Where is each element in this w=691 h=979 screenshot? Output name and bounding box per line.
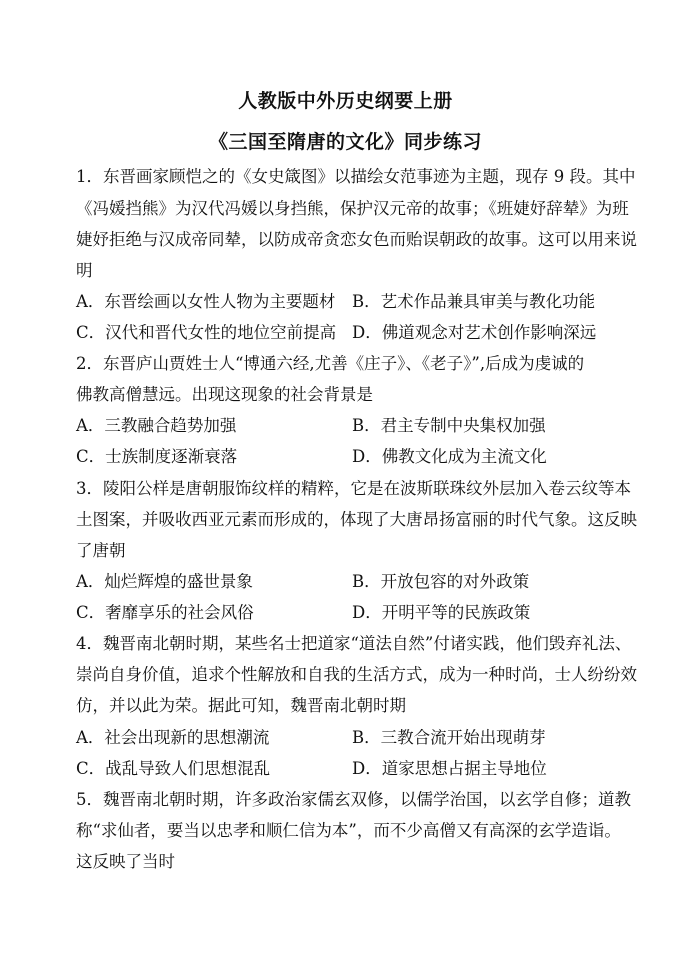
question-5-line-2: 称“求仙者，要当以忠孝和顺仁信为本”，而不少高僧又有高深的玄学造诣。 [76,821,621,840]
document-title: 人教版中外历史纲要上册 [238,90,453,112]
question-3-option-b: B．开放包容的对外政策 [352,572,530,591]
question-1-option-a: A．东晋绘画以女性人物为主要题材 [76,292,336,311]
question-5-line-3: 这反映了当时 [76,852,175,871]
question-1-line-2: 《冯媛挡熊》为汉代冯媛以身挡熊，保护汉元帝的故事；《班婕妤辞辇》为班 [76,199,629,218]
question-1-line-1: 1．东晋画家顾恺之的《女史箴图》以描绘女范事迹为主题，现存 9 段。其中 [76,167,636,186]
question-3-line-3: 了唐朝 [76,541,126,560]
question-2-option-a: A．三教融合趋势加强 [76,416,237,435]
question-4-option-b: B．三教合流开始出现萌芽 [352,728,546,747]
question-4-option-c: C．战乱导致人们思想混乱 [76,759,271,778]
document-subtitle: 《三国至隋唐的文化》同步练习 [208,131,482,153]
question-3-line-2: 土图案，并吸收西亚元素而形成的，体现了大唐昂扬富丽的时代气象。这反映 [76,510,637,529]
question-5-line-1: 5．魏晋南北朝时期，许多政治家儒玄双修，以儒学治国，以玄学自修；道教 [76,790,631,809]
question-3-option-d: D．开明平等的民族政策 [352,603,531,622]
question-4-line-2: 崇尚自身价值，追求个性解放和自我的生活方式，成为一种时尚，士人纷纷效 [76,665,637,684]
question-1-option-d: D．佛道观念对艺术创作影响深远 [352,323,597,342]
question-1-line-4: 明 [76,261,93,280]
question-2-line-2: 佛教高僧慧远。出现这现象的社会背景是 [76,385,373,404]
question-4-option-d: D．道家思想占据主导地位 [352,759,547,778]
question-3-line-1: 3．陵阳公样是唐朝服饰纹样的精粹，它是在波斯联珠纹外层加入卷云纹等本 [76,479,631,498]
question-4-option-a: A．社会出现新的思想潮流 [76,728,270,747]
question-2-option-b: B．君主专制中央集权加强 [352,416,546,435]
question-1-line-3: 婕妤拒绝与汉成帝同辇，以防成帝贪恋女色而贻误朝政的故事。这可以用来说 [76,230,637,249]
question-1-option-b: B．艺术作品兼具审美与教化功能 [352,292,596,311]
question-4-line-3: 仿，并以此为荣。据此可知，魏晋南北朝时期 [76,696,406,715]
question-2-option-c: C．士族制度逐渐衰落 [76,447,238,466]
question-3-option-a: A．灿烂辉煌的盛世景象 [76,572,253,591]
question-1-option-c: C．汉代和晋代女性的地位空前提高 [76,323,337,342]
question-4-line-1: 4．魏晋南北朝时期，某些名士把道家“道法自然”付诸实践，他们毁弃礼法、 [76,634,632,653]
question-2-line-1: 2．东晋庐山贾姓士人“博通六经,尤善《庄子》、《老子》”,后成为虔诚的 [76,354,585,373]
question-2-option-d: D．佛教文化成为主流文化 [352,447,547,466]
question-3-option-c: C．奢靡享乐的社会风俗 [76,603,254,622]
